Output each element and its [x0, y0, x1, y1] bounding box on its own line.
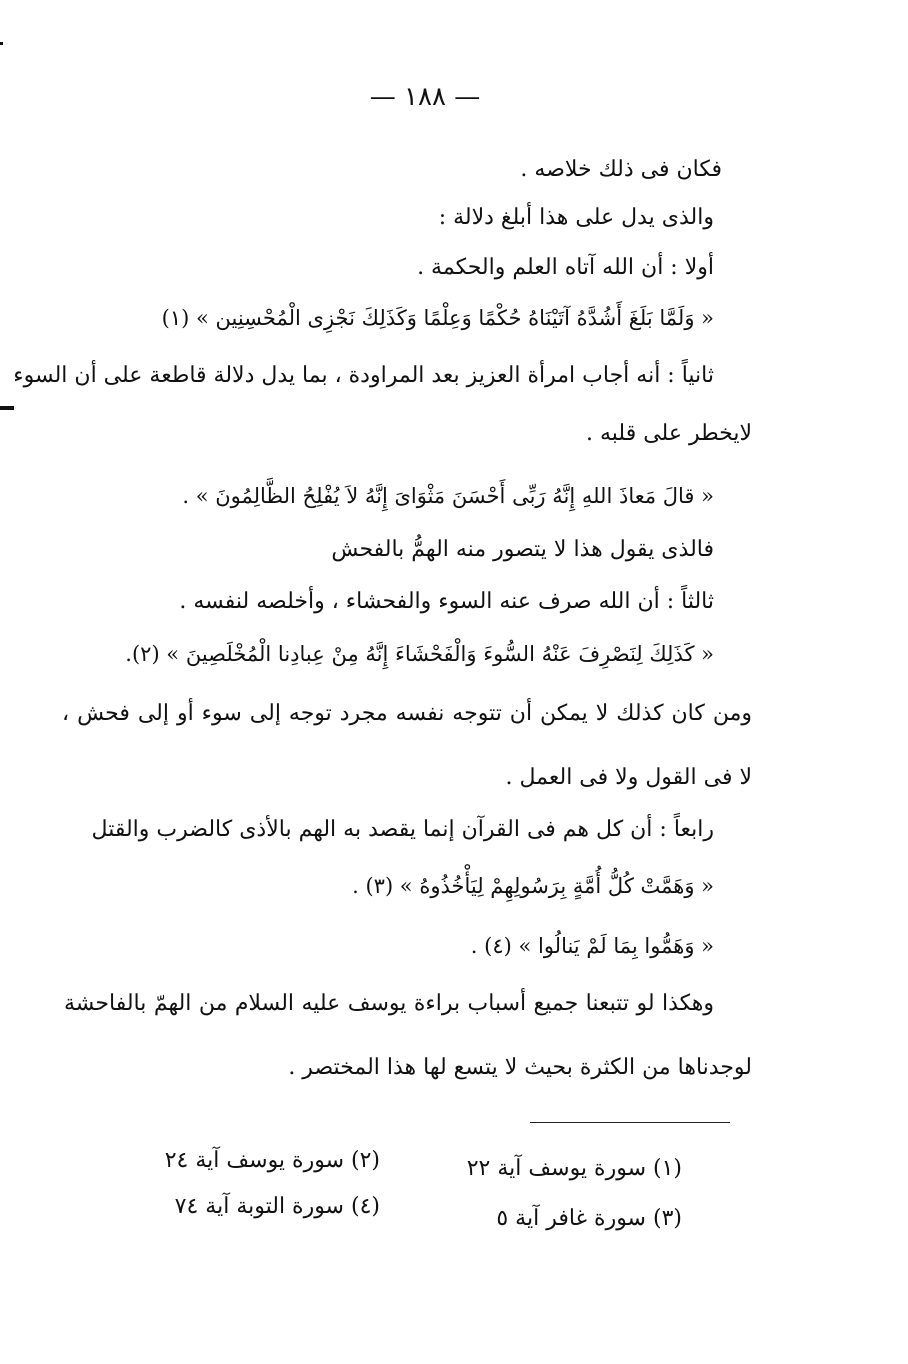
- text-line: أولا : أن الله آتاه العلم والحكمة .: [417, 255, 714, 280]
- page-number: — ١٨٨ —: [369, 82, 481, 112]
- footnote-2: (٢) سورة يوسف آية ٢٤: [164, 1148, 380, 1173]
- text-line: والذى يدل على هذا أبلغ دلالة :: [438, 205, 714, 230]
- text-line: لايخطر على قلبه .: [585, 421, 752, 446]
- footnote-3: (٣) سورة غافر آية ٥: [496, 1206, 682, 1231]
- text-line: فكان فى ذلك خلاصه .: [520, 157, 722, 182]
- text-line: فالذى يقول هذا لا يتصور منه الهمُّ بالفحش: [331, 537, 714, 562]
- quran-verse-line: « وَهَمَّتْ كُلُّ أُمَّةٍ بِرَسُولِهِمْ لِيَأْخُذُوهُ » (٣) .: [352, 874, 714, 898]
- footnote-4: (٤) سورة التوبة آية ٧٤: [174, 1194, 380, 1219]
- text-line: ومن كان كذلك لا يمكن أن تتوجه نفسه مجرد توجه إلى سوء أو إلى فحش ،: [62, 701, 752, 726]
- quran-verse-line: « قالَ مَعاذَ اللهِ إِنَّهُ رَبِّى أَحْسَنَ مَثْوَاىَ إِنَّهُ لاَ يُفْلِحُ الظَّالِمُونَ » .: [182, 484, 714, 508]
- footnote-separator: [530, 1122, 730, 1123]
- text-line: لا فى القول ولا فى العمل .: [505, 765, 752, 790]
- scan-margin-mark: [0, 406, 14, 410]
- footnote-1: (١) سورة يوسف آية ٢٢: [466, 1156, 682, 1181]
- quran-verse-line: « وَلَمَّا بَلَغَ أَشُدَّهُ آتَيْنَاهُ حُكْمًا وَعِلْمًا وَكَذَلِكَ نَجْزِى الْمُحْسِنِين » (١): [161, 306, 714, 330]
- scan-margin-dot: [0, 42, 3, 45]
- quran-verse-line: « وَهَمُّوا بِمَا لَمْ يَنالُوا » (٤) .: [470, 934, 714, 958]
- text-line: وهكذا لو تتبعنا جميع أسباب براءة يوسف عليه السلام من الهمّ بالفاحشة: [64, 991, 714, 1016]
- text-line: ثانياً : أنه أجاب امرأة العزيز بعد المراودة ، بما يدل دلالة قاطعة على أن السوء: [13, 363, 714, 388]
- text-line: ثالثاً : أن الله صرف عنه السوء والفحشاء ، وأخلصه لنفسه .: [179, 589, 714, 614]
- quran-verse-line: « كَذَلِكَ لِنَصْرِفَ عَنْهُ السُّوءَ وَالْفَحْشَاءَ إِنَّهُ مِنْ عِبادِنا الْمُخْلَصِينَ » (٢).: [125, 642, 714, 666]
- text-line: لوجدناها من الكثرة بحيث لا يتسع لها هذا المختصر .: [288, 1055, 752, 1080]
- text-line: رابعاً : أن كل هم فى القرآن إنما يقصد به الهم بالأذى كالضرب والقتل: [91, 817, 714, 842]
